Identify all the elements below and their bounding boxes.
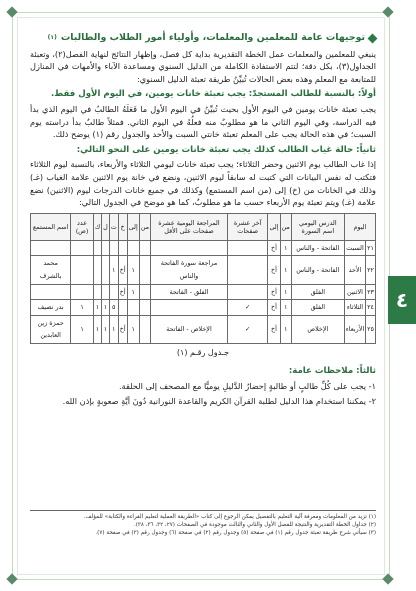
heading-text: توجيهات عامة للمعلمين والمعلمات، وأولياء أمور الطلاب والطالبات bbox=[60, 32, 365, 43]
table-cell: أخ bbox=[118, 315, 127, 343]
schedule-table bbox=[30, 213, 376, 344]
section2-title: ثانياً: حالة غياب الطالب كذلك يجب تعبئة خانات يومين على النحو التالي: bbox=[76, 144, 376, 155]
table-caption: جـدول رقـم (١) bbox=[176, 347, 230, 357]
table-cell: حمزة زين العابدين bbox=[31, 315, 71, 343]
intro-paragraph: ينبغي للمعلمين والمعلمات عمل الخطة التقديرية بداية كل فصل، وإظهار النتائج لنهاية الفصل(٢)، وتعبئة الجداول(٣)، بكل دقة؛ لتتم الاستفادة الكاملة من الدليل السنوي ومساعدة الآباء والأمهات في المنازل للمتابعة مع المعلم وهذه بعض الحالات تُبيِّنُ طريقة تعبئة الدليل السنوي: bbox=[30, 48, 376, 84]
table-cell bbox=[139, 284, 150, 300]
table-cell bbox=[93, 240, 101, 256]
table-cell bbox=[139, 315, 150, 343]
table-cell: ١ bbox=[127, 256, 139, 284]
table-cell: ١ bbox=[71, 315, 94, 343]
table-cell bbox=[102, 256, 110, 284]
footnotes bbox=[30, 513, 376, 537]
table-cell bbox=[31, 240, 71, 256]
header-to: إلى bbox=[268, 213, 280, 240]
header-review: المراجعة اليومية عشرة صفحات على الأقل bbox=[151, 213, 228, 240]
page-heading bbox=[30, 32, 376, 45]
table-row bbox=[31, 256, 376, 284]
heading-bullet-icon bbox=[368, 33, 378, 43]
table-cell bbox=[151, 240, 228, 256]
table-body bbox=[31, 240, 376, 343]
table-cell: مراجعة سورة الفاتحة والناس bbox=[151, 256, 228, 284]
table-cell: الفلق - الفاتحة bbox=[151, 284, 228, 300]
header-count: عدد (ص) bbox=[71, 213, 94, 240]
table-cell: السبت bbox=[344, 240, 365, 256]
table-header-row bbox=[31, 213, 376, 240]
table-cell: ١ bbox=[280, 284, 291, 300]
table-cell: بدر نصيف bbox=[31, 300, 71, 316]
header-kh: خ bbox=[118, 213, 127, 240]
table-cell: ١ bbox=[280, 240, 291, 256]
table-cell: أخ bbox=[268, 240, 280, 256]
table-cell bbox=[127, 300, 139, 316]
table-cell bbox=[118, 240, 127, 256]
table-cell: ١ bbox=[93, 300, 101, 316]
header-lesson: الدرس اليومي اسم السورة bbox=[291, 213, 344, 240]
table-cell: الفلق bbox=[291, 300, 344, 316]
table-cell: ١ bbox=[102, 300, 110, 316]
table-cell: ٢٤ bbox=[366, 300, 376, 316]
footnote-1: (١) تزيد من المعلومات ومعرفة آلية التعليم بالتفصيل يمكن الرجوع إلى كتاب «الطريقة العملية لتعليم القراءة والكتابة» للمؤلف. bbox=[83, 514, 376, 520]
table-cell bbox=[139, 256, 150, 284]
table-cell: ١ bbox=[109, 256, 118, 284]
table-cell bbox=[139, 240, 150, 256]
table-cell bbox=[227, 240, 268, 256]
table-cell bbox=[109, 284, 118, 300]
table-cell: الأحد bbox=[344, 256, 365, 284]
header-day: اليوم bbox=[344, 213, 375, 240]
table-cell: الاثنين bbox=[344, 284, 365, 300]
section1-title: أولاً: بالنسبة للطالب المستجدّ: يجب تعبئة خانات يومين، في اليوم الأول فقط. bbox=[50, 89, 376, 100]
table-cell bbox=[71, 240, 94, 256]
section2-text: إذا غاب الطالب يوم الاثنين وحضر الثلاثاء؛ يجب تعبئة خانات ليومي الثلاثاء والأربعاء، بالنسبة ليوم الثلاثاء فتكتب له نفس البيانات التي كتبت له سابقاً ليوم الاثنين، ونضع في خانة يوم الاثنين علامة الغياب (غـ) وذلك في الخانات من (خ) إلى (من اسم المستمع) وكذلك في جميع خانات الدرجات ليوم (الاثنين) نضع علامة (غـ) ويتم تعبئة يوم الأربعاء حسب ما هو مطلوبٌ، كما هو موضح في الجدول التالي: bbox=[30, 159, 376, 208]
table-cell: أخ bbox=[268, 300, 280, 316]
header-k: ك bbox=[93, 213, 101, 240]
table-cell: الفاتحة - والناس bbox=[291, 256, 344, 284]
table-cell bbox=[71, 284, 94, 300]
table-cell: ١ bbox=[109, 315, 118, 343]
table-cell: الفاتحة - والناس bbox=[291, 240, 344, 256]
table-cell: ١ bbox=[280, 315, 291, 343]
table-row bbox=[31, 284, 376, 300]
header-review-from: من bbox=[139, 213, 150, 240]
table-cell: الإخلاص bbox=[291, 315, 344, 343]
table-cell bbox=[102, 284, 110, 300]
note-text-2: ٢- يمكننا استخدام هذا الدليل لطلبة القرآن الكريم والقاعدة النورانية دُونَ أيَّةِ صعوبةٍ بإذن الله. bbox=[62, 395, 376, 406]
table-cell bbox=[227, 284, 268, 300]
table-cell: ١ bbox=[280, 300, 291, 316]
table-cell: ١ bbox=[102, 315, 110, 343]
table-cell bbox=[102, 240, 110, 256]
section1-text: يجب تعبئة خانات يومين في اليوم الأول بحيث تُبيِّنُ في اليوم الأول ما فَعَلَهُ الطالبُ في اليوم الذي بدأ فيه الدراسة، وفي اليوم الثاني ما هو مطلوبٌ منه فعلُهُ في اليوم الثاني. فمثلاً طالبٌ بدأ دراسته يوم السبت؛ في هذه الحالة يجب على المعلم تعبئة خانتي السبت والأحد والجدول رقم (١) يوضح ذلك. bbox=[30, 103, 376, 140]
table-cell: ١ bbox=[127, 284, 139, 300]
section3-title: ثالثاً: ملاحظات عامة: bbox=[288, 366, 376, 377]
table-row bbox=[31, 300, 376, 316]
table-cell: الفلق bbox=[291, 284, 344, 300]
table-cell: أخ bbox=[118, 284, 127, 300]
table-cell bbox=[93, 256, 101, 284]
header-from: من bbox=[280, 213, 291, 240]
table-cell: الإخلاص - الفاتحة bbox=[151, 315, 228, 343]
table-row bbox=[31, 315, 376, 343]
table-cell: ✓ bbox=[227, 300, 268, 316]
table-cell bbox=[109, 240, 118, 256]
table-cell: ٢٣ bbox=[366, 284, 376, 300]
header-listener: اسم المستمع bbox=[31, 213, 71, 240]
table-cell: أخ bbox=[268, 284, 280, 300]
table-cell: ٢١ bbox=[366, 240, 376, 256]
table-cell: أخ bbox=[268, 315, 280, 343]
header-t: ت bbox=[109, 213, 118, 240]
footnote-3: (٣) سيأتي شرح طريقة تعبئة جدول رقم (١) في صفحة (٥) وجدول رقم (٢) في صفحة (٦) وجدول رقم (٣) في صفحة (٧). bbox=[95, 530, 376, 536]
page-number: ٤ bbox=[395, 288, 409, 312]
table-cell: ٢٢ bbox=[366, 256, 376, 284]
table-cell: ٥ bbox=[109, 300, 118, 316]
table-cell bbox=[31, 284, 71, 300]
table-cell: ١ bbox=[280, 256, 291, 284]
table-cell bbox=[71, 256, 94, 284]
table-cell bbox=[118, 300, 127, 316]
page-content bbox=[30, 32, 376, 409]
note-text-1: ١- يجب على كُلِّ طالبٍ أو طالبةٍ إحضارُ الدَّليلِ يوميًّا مع المصحف إلى الحلقة. bbox=[118, 381, 376, 392]
table-cell: محمد بالشرف bbox=[31, 256, 71, 284]
note-item bbox=[30, 395, 376, 408]
page-number-tab bbox=[388, 276, 416, 324]
table-cell: ١ bbox=[71, 300, 94, 316]
table-row bbox=[31, 240, 376, 256]
footnote-divider bbox=[30, 510, 376, 511]
table-cell: الأربعاء bbox=[344, 315, 365, 343]
header-last-ten: آخر عشرة صفحات bbox=[227, 213, 268, 240]
table-cell bbox=[139, 300, 150, 316]
table-cell: ✓ bbox=[227, 315, 268, 343]
table-cell bbox=[151, 300, 228, 316]
note-item bbox=[30, 380, 376, 393]
table-cell: ٢٥ bbox=[366, 315, 376, 343]
table-cell: الثلاثاء bbox=[344, 300, 365, 316]
table-cell bbox=[93, 284, 101, 300]
heading-footnote-ref: (١) bbox=[47, 34, 57, 41]
table-cell: أخ bbox=[268, 256, 280, 284]
table-cell: ١ bbox=[127, 315, 139, 343]
header-review-to: إلى bbox=[127, 213, 139, 240]
table-cell bbox=[227, 256, 268, 284]
table-cell: ١ bbox=[93, 315, 101, 343]
table-cell bbox=[127, 240, 139, 256]
footnote-2: (٢) جداول الخطة التقديرية والنتيجة للفصل الأول والثاني والثالث موجودة في الصفحات (٢٧، ٣٢، ٣٦، ٣٨). bbox=[133, 522, 376, 528]
header-l: ل bbox=[102, 213, 110, 240]
table-cell: أخ bbox=[118, 256, 127, 284]
